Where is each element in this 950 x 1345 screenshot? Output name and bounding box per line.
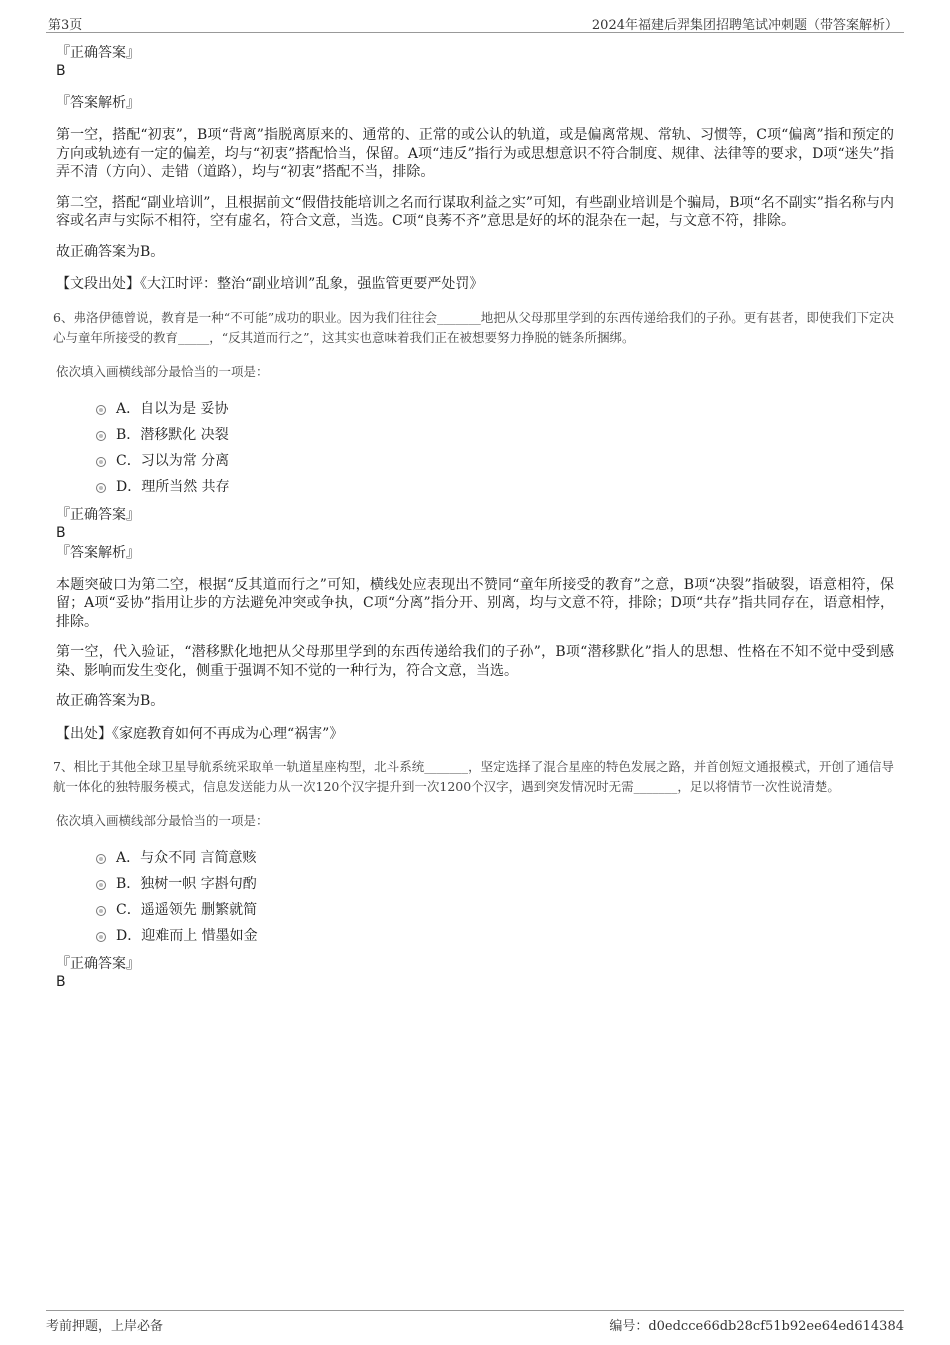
option-c[interactable]: C．习以为常 分离 xyxy=(96,448,894,474)
radio-icon[interactable] xyxy=(96,880,106,890)
option-d[interactable]: D．迎难而上 惜墨如金 xyxy=(96,923,894,949)
question-6 xyxy=(53,308,894,744)
answer-value: B xyxy=(56,63,66,79)
page-number: 第3页 xyxy=(48,18,83,33)
analysis-paragraph: 第一空，搭配“初衷”，B项“背离”指脱离原来的、通常的、正常的或公认的轨道，或是偏离常规、常轨、习惯等，C项“偏离”指和预定的方向或轨迹有一定的偏差，均与“初衷”搭配恰当，保留。A项“违反”指行为或思想意识不符合制度、规律、法律等的要求，D项“迷失”指弄不清（方向）、走错（道路），均与“初衷”搭配不当，排除。 xyxy=(56,127,894,180)
option-b[interactable]: B．独树一帜 字斟句酌 xyxy=(96,871,894,897)
option-b[interactable]: B．潜移默化 决裂 xyxy=(96,422,894,448)
analysis-label: 『答案解析』 xyxy=(56,95,140,111)
radio-icon[interactable] xyxy=(96,405,106,415)
radio-icon[interactable] xyxy=(96,932,106,942)
question-text: 6、弗洛伊德曾说，教育是一种“不可能”成功的职业。因为我们往往会_______地把从父母那里学到的东西传递给我们的子孙。更有甚者，即使我们下定决心与童年所接受的教育_____，“反其道而行之”，这其实也意味着我们正在被想要努力挣脱的链条所捆绑。 xyxy=(53,309,894,345)
answer-value: B xyxy=(56,524,66,541)
question-7 xyxy=(53,757,894,991)
radio-icon[interactable] xyxy=(96,854,106,864)
answer-label: 『正确答案』 xyxy=(56,45,140,61)
source-citation: 【出处】《家庭教育如何不再成为心理“祸害”》 xyxy=(56,725,344,742)
option-d[interactable]: D．理所当然 共存 xyxy=(96,474,894,500)
option-list xyxy=(56,845,894,949)
question-prompt: 依次填入画横线部分最恰当的一项是： xyxy=(56,363,269,379)
question-5-tail xyxy=(56,44,894,294)
radio-icon[interactable] xyxy=(96,457,106,467)
option-a[interactable]: A．与众不同 言简意赅 xyxy=(96,845,894,871)
radio-icon[interactable] xyxy=(96,906,106,916)
conclusion: 故正确答案为B。 xyxy=(56,693,165,709)
radio-icon[interactable] xyxy=(96,483,106,493)
option-list xyxy=(56,396,894,500)
conclusion: 故正确答案为B。 xyxy=(56,243,165,260)
source-citation: 【文段出处】《大江时评：整治“副业培训”乱象，强监管更要严处罚》 xyxy=(56,276,484,292)
question-text: 7、相比于其他全球卫星导航系统采取单一轨道星座构型，北斗系统_______，坚定选择了混合星座的特色发展之路，并首创短文通报模式，开创了通信导航一体化的独特服务模式，信息发送能力从一次120个汉字提升到一次1200个汉字，遇到突发情况时无需_______，足以将情节一次性说清楚。 xyxy=(53,759,894,794)
page-footer xyxy=(46,1310,904,1335)
answer-label: 『正确答案』 xyxy=(56,506,140,523)
page-header xyxy=(46,14,904,33)
document-title: 2024年福建后羿集团招聘笔试冲刺题（带答案解析） xyxy=(591,18,898,33)
analysis-label: 『答案解析』 xyxy=(56,544,140,561)
answer-label: 『正确答案』 xyxy=(56,956,140,972)
option-a[interactable]: A．自以为是 妥协 xyxy=(96,396,894,422)
option-c[interactable]: C．遥遥领先 删繁就简 xyxy=(96,897,894,923)
analysis-paragraph: 本题突破口为第二空，根据“反其道而行之”可知，横线处应表现出不赞同“童年所接受的教育”之意，B项“决裂”指破裂，语意相符，保留；A项“妥协”指用让步的方法避免冲突或争执，C项“分离”指分开、别离，均与文意不符，排除；D项“共存”指共同存在，语意相悖，排除。 xyxy=(56,576,894,630)
page-content xyxy=(53,44,894,991)
document-id: 编号：d0edcce66db28cf51b92ee64ed614384 xyxy=(609,1319,904,1334)
footer-slogan: 考前押题，上岸必备 xyxy=(46,1319,164,1334)
radio-icon[interactable] xyxy=(96,431,106,441)
question-prompt: 依次填入画横线部分最恰当的一项是： xyxy=(56,813,269,828)
analysis-paragraph: 第一空，代入验证，“潜移默化地把从父母那里学到的东西传递给我们的子孙”，B项“潜移默化”指人的思想、性格在不知不觉中受到感染、影响而发生变化，侧重于强调不知不觉的一种行为，符合文意，当选。 xyxy=(56,644,894,679)
analysis-paragraph: 第二空，搭配“副业培训”，且根据前文“假借技能培训之名而行谋取利益之实”可知，有些副业培训是个骗局，B项“名不副实”指名称与内容或名声与实际不相符，空有虚名，符合文意，当选。C项“良莠不齐”意思是好的坏的混杂在一起，与文意不符，排除。 xyxy=(56,194,894,229)
answer-value: B xyxy=(56,974,66,990)
